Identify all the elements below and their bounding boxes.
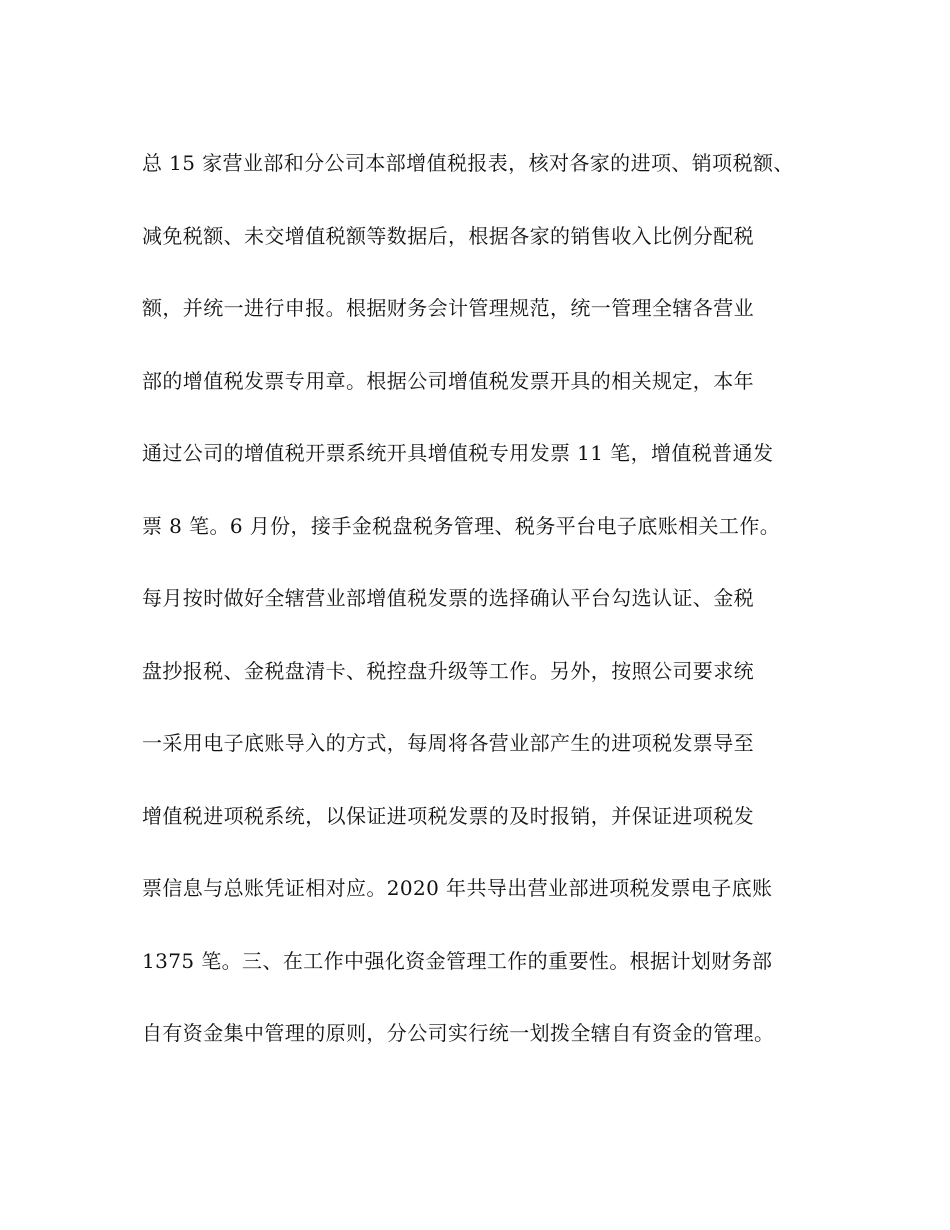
text-line: 总 15 家营业部和分公司本部增值税报表，核对各家的进项、销项税额、 [142, 151, 794, 175]
text-line: 盘抄报税、金税盘清卡、税控盘升级等工作。另外，按照公司要求统 [142, 658, 754, 683]
text-line: 1375 笔。三、在工作中强化资金管理工作的重要性。根据计划财务部 [142, 948, 773, 973]
text-line: 增值税进项税系统，以保证进项税发票的及时报销，并保证进项税发 [142, 803, 754, 828]
text-line: 票信息与总账凭证相对应。2020 年共导出营业部进项税发票电子底账 [142, 876, 773, 900]
text-line: 票 8 笔。6 月份，接手金税盘税务管理、税务平台电子底账相关工作。 [142, 513, 781, 538]
text-line: 通过公司的增值税开票系统开具增值税专用发票 11 笔，增值税普通发 [142, 441, 774, 465]
text-line: 部的增值税发票专用章。根据公司增值税发票开具的相关规定，本年 [142, 368, 754, 393]
text-line: 额，并统一进行申报。根据财务会计管理规范，统一管理全辖各营业 [142, 296, 754, 320]
text-line: 自有资金集中管理的原则，分公司实行统一划拨全辖自有资金的管理。 [142, 1021, 775, 1045]
text-line: 每月按时做好全辖营业部增值税发票的选择确认平台勾选认证、金税 [142, 586, 754, 610]
body-text [142, 138, 842, 1081]
text-line: 一采用电子底账导入的方式，每周将各营业部产生的进项税发票导至 [142, 731, 754, 755]
text-line: 减免税额、未交增值税额等数据后，根据各家的销售收入比例分配税 [142, 223, 754, 248]
